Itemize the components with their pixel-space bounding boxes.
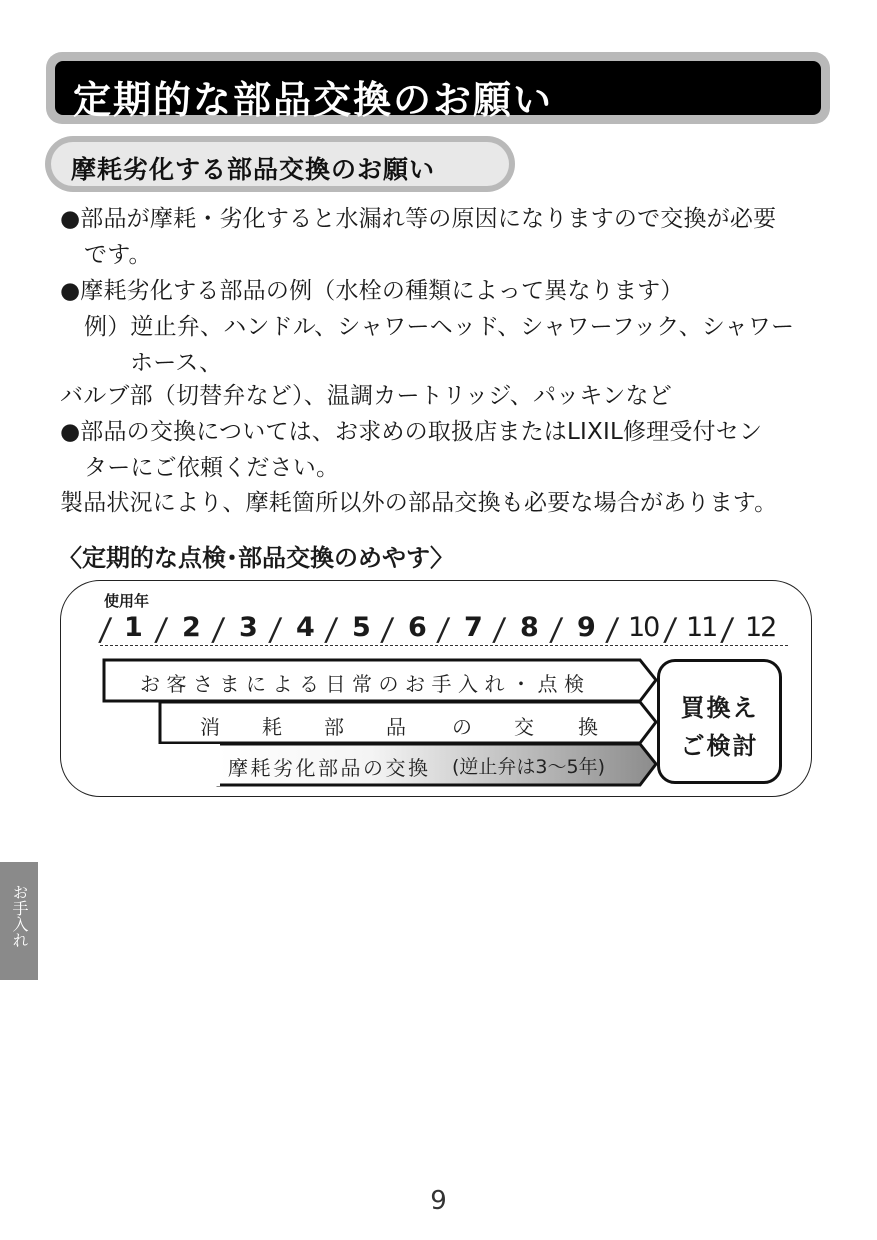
chapter-tab-label: お手入れ <box>10 884 29 948</box>
bar-daily-care-label: お客さまによる日常のお手入れ・点検 <box>140 672 591 696</box>
bullet-2-line-1: ●摩耗劣化する部品の例（水栓の種類によって異なります） <box>60 278 684 304</box>
year-2: 2 <box>182 612 201 643</box>
bullet-3-line-2: ターにご依頼ください。 <box>84 455 340 481</box>
bullet-1-line-1: ●部品が摩耗・劣化すると水漏れ等の原因になりますので交換が必要 <box>60 206 777 232</box>
guide-heading: 〈定期的な点検･部品交換のめやす〉 <box>58 544 454 572</box>
bullet-2-line-2: 例）逆止弁、ハンドル、シャワーヘッド、シャワーフック、シャワー <box>84 314 795 340</box>
bullet-2-line-3: ホース、 <box>130 350 223 376</box>
page-number: 9 <box>430 1186 447 1216</box>
bar-worn-parts-label: 摩耗劣化部品の交換 <box>228 756 431 780</box>
year-1: 1 <box>124 612 143 643</box>
replacement-box <box>657 659 782 784</box>
year-8: 8 <box>520 612 539 643</box>
bullet-2-line-4: バルブ部（切替弁など）、温調カートリッジ、パッキンなど <box>60 383 672 409</box>
replacement-line-2: ご検討 <box>680 732 759 760</box>
year-11: 11 <box>686 612 717 643</box>
chapter-tab[interactable] <box>0 862 38 980</box>
bullet-3-line-1: ●部品の交換については、お求めの取扱店またはLIXIL修理受付セン <box>60 419 763 445</box>
year-5: 5 <box>352 612 371 643</box>
section-heading: 摩耗劣化する部品交換のお願い <box>71 155 436 184</box>
years-label: 使用年 <box>104 592 150 610</box>
years-axis: / 1 / 2 / 3 / 4 / 5 / 6 / 7 / 8 / 9 / 10 / 11 / 12 <box>97 612 776 648</box>
bar-worn-parts-note: (逆止弁は3〜5年) <box>452 756 606 778</box>
year-3: 3 <box>239 612 258 643</box>
year-9: 9 <box>577 612 596 643</box>
year-10: 10 <box>628 612 659 643</box>
year-12: 12 <box>745 612 776 643</box>
replacement-line-1: 買換え <box>680 694 759 722</box>
bullet-1-line-2: です。 <box>84 242 152 268</box>
year-4: 4 <box>296 612 315 643</box>
note-text: 製品状況により、摩耗箇所以外の部品交換も必要な場合があります。 <box>60 490 778 516</box>
year-6: 6 <box>408 612 427 643</box>
year-7: 7 <box>464 612 483 643</box>
page-title: 定期的な部品交換のお願い <box>73 78 554 122</box>
